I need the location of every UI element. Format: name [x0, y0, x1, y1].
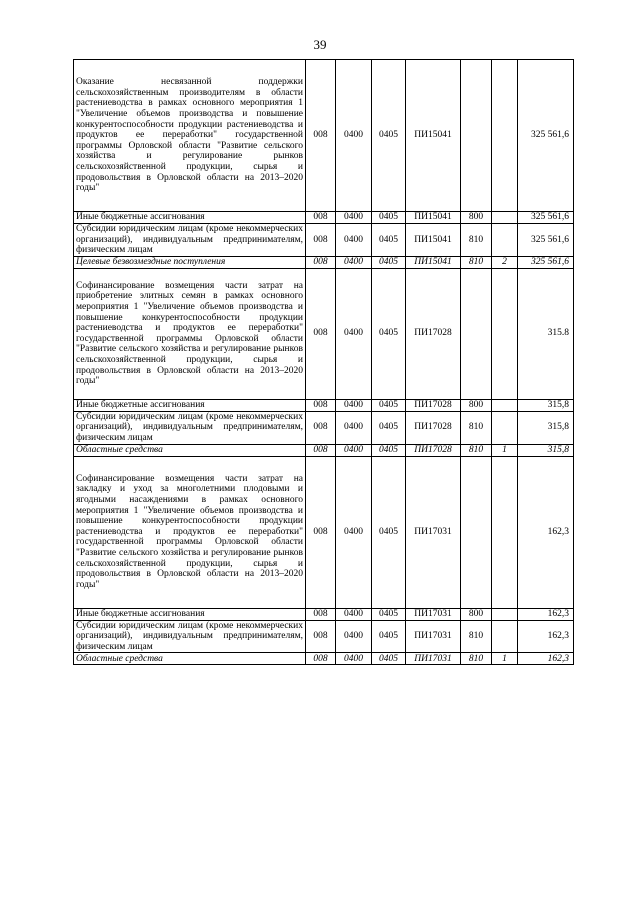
target-article-cell: ПИ15041	[406, 256, 461, 268]
table-row	[74, 212, 574, 224]
subsection-code-cell: 0405	[372, 212, 406, 224]
target-article-cell: ПИ17028	[406, 444, 461, 456]
funding-source-cell	[492, 411, 518, 444]
section-code-cell: 0400	[336, 608, 372, 620]
budget-table	[73, 59, 574, 665]
funding-source-cell: 2	[492, 256, 518, 268]
expense-type-cell: 810	[461, 224, 492, 257]
amount-cell: 162,3	[518, 620, 574, 653]
subsection-code-cell: 0405	[372, 256, 406, 268]
funding-source-cell	[492, 60, 518, 212]
description-cell: Оказание несвязанной поддержки сельскохозяйственным производителям в области растениеводства в рамках основного мероприятия 1 "Увеличение объемов производства и повышение конкурентоспособности продукции растениеводства и продуктов ее переработки" государственной программы Орловской области "Развитие сельского хозяйства и регулирование рынков сельскохозяйственной продукции, сырья и продовольствия в Орловской области на 2013–2020 годы"	[74, 60, 306, 212]
target-article-cell: ПИ17028	[406, 399, 461, 411]
table-row	[74, 268, 574, 399]
funding-source-cell	[492, 268, 518, 399]
target-article-cell: ПИ15041	[406, 212, 461, 224]
description-cell: Иные бюджетные ассигнования	[74, 399, 306, 411]
grbs-code-cell: 008	[306, 212, 336, 224]
table-row	[74, 256, 574, 268]
amount-cell: 325 561,6	[518, 256, 574, 268]
funding-source-cell	[492, 224, 518, 257]
section-code-cell: 0400	[336, 212, 372, 224]
section-code-cell: 0400	[336, 653, 372, 665]
amount-cell: 315,8	[518, 444, 574, 456]
funding-source-cell	[492, 608, 518, 620]
description-cell: Субсидии юридическим лицам (кроме некоммерческих организаций), индивидуальным предпринимателям, физическим лицам	[74, 620, 306, 653]
grbs-code-cell: 008	[306, 653, 336, 665]
expense-type-cell: 810	[461, 444, 492, 456]
amount-cell: 162,3	[518, 456, 574, 608]
description-cell: Субсидии юридическим лицам (кроме некоммерческих организаций), индивидуальным предпринимателям, физическим лицам	[74, 411, 306, 444]
target-article-cell: ПИ17028	[406, 411, 461, 444]
subsection-code-cell: 0405	[372, 60, 406, 212]
subsection-code-cell: 0405	[372, 411, 406, 444]
amount-cell: 315.8	[518, 268, 574, 399]
subsection-code-cell: 0405	[372, 608, 406, 620]
amount-cell: 325 561,6	[518, 60, 574, 212]
expense-type-cell: 800	[461, 399, 492, 411]
subsection-code-cell: 0405	[372, 653, 406, 665]
subsection-code-cell: 0405	[372, 224, 406, 257]
grbs-code-cell: 008	[306, 268, 336, 399]
subsection-code-cell: 0405	[372, 620, 406, 653]
amount-cell: 315,8	[518, 399, 574, 411]
expense-type-cell: 800	[461, 608, 492, 620]
section-code-cell: 0400	[336, 399, 372, 411]
budget-table-body	[74, 60, 574, 665]
description-cell: Целевые безвозмездные поступления	[74, 256, 306, 268]
table-row	[74, 456, 574, 608]
description-cell: Софинансирование возмещения части затрат на закладку и уход за многолетними плодовыми и ягодными насаждениями в рамках основного мероприятия 1 "Увеличение объемов производства и повышение конкурентоспособности продукции растениеводства и продуктов ее переработки" государственной программы Орловской области "Развитие сельского хозяйства и регулирование рынков сельскохозяйственной продукции, сырья и продовольствия в Орловской области на 2013–2020 годы"	[74, 456, 306, 608]
amount-cell: 162,3	[518, 653, 574, 665]
subsection-code-cell: 0405	[372, 399, 406, 411]
table-row	[74, 653, 574, 665]
description-cell: Субсидии юридическим лицам (кроме некоммерческих организаций), индивидуальным предпринимателям, физическим лицам	[74, 224, 306, 257]
target-article-cell: ПИ15041	[406, 60, 461, 212]
table-row	[74, 60, 574, 212]
target-article-cell: ПИ17031	[406, 456, 461, 608]
expense-type-cell	[461, 60, 492, 212]
description-cell: Областные средства	[74, 444, 306, 456]
description-cell: Иные бюджетные ассигнования	[74, 608, 306, 620]
table-row	[74, 224, 574, 257]
amount-cell: 162,3	[518, 608, 574, 620]
amount-cell: 315,8	[518, 411, 574, 444]
target-article-cell: ПИ17028	[406, 268, 461, 399]
section-code-cell: 0400	[336, 411, 372, 444]
funding-source-cell: 1	[492, 444, 518, 456]
amount-cell: 325 561,6	[518, 212, 574, 224]
expense-type-cell: 810	[461, 411, 492, 444]
grbs-code-cell: 008	[306, 60, 336, 212]
funding-source-cell: 1	[492, 653, 518, 665]
grbs-code-cell: 008	[306, 224, 336, 257]
grbs-code-cell: 008	[306, 608, 336, 620]
section-code-cell: 0400	[336, 444, 372, 456]
funding-source-cell	[492, 399, 518, 411]
page-number: 39	[313, 37, 327, 52]
target-article-cell: ПИ15041	[406, 224, 461, 257]
section-code-cell: 0400	[336, 224, 372, 257]
funding-source-cell	[492, 212, 518, 224]
description-cell: Софинансирование возмещения части затрат на приобретение элитных семян в рамках основного мероприятия 1 "Увеличение объемов производства и повышение конкурентоспособности продукции растениеводства и продуктов ее переработки" государственной программы Орловской области "Развитие сельского хозяйства и регулирование рынков сельскохозяйственной продукции, сырья и продовольствия в Орловской области на 2013–2020 годы"	[74, 268, 306, 399]
subsection-code-cell: 0405	[372, 268, 406, 399]
expense-type-cell	[461, 268, 492, 399]
target-article-cell: ПИ17031	[406, 653, 461, 665]
expense-type-cell	[461, 456, 492, 608]
section-code-cell: 0400	[336, 456, 372, 608]
target-article-cell: ПИ17031	[406, 620, 461, 653]
grbs-code-cell: 008	[306, 444, 336, 456]
expense-type-cell: 810	[461, 256, 492, 268]
grbs-code-cell: 008	[306, 256, 336, 268]
table-row	[74, 411, 574, 444]
section-code-cell: 0400	[336, 620, 372, 653]
grbs-code-cell: 008	[306, 411, 336, 444]
table-row	[74, 399, 574, 411]
amount-cell: 325 561,6	[518, 224, 574, 257]
target-article-cell: ПИ17031	[406, 608, 461, 620]
description-cell: Иные бюджетные ассигнования	[74, 212, 306, 224]
section-code-cell: 0400	[336, 256, 372, 268]
grbs-code-cell: 008	[306, 620, 336, 653]
funding-source-cell	[492, 620, 518, 653]
subsection-code-cell: 0405	[372, 456, 406, 608]
grbs-code-cell: 008	[306, 456, 336, 608]
section-code-cell: 0400	[336, 60, 372, 212]
table-row	[74, 444, 574, 456]
subsection-code-cell: 0405	[372, 444, 406, 456]
section-code-cell: 0400	[336, 268, 372, 399]
funding-source-cell	[492, 456, 518, 608]
table-row	[74, 608, 574, 620]
expense-type-cell: 800	[461, 212, 492, 224]
description-cell: Областные средства	[74, 653, 306, 665]
expense-type-cell: 810	[461, 653, 492, 665]
expense-type-cell: 810	[461, 620, 492, 653]
grbs-code-cell: 008	[306, 399, 336, 411]
table-row	[74, 620, 574, 653]
